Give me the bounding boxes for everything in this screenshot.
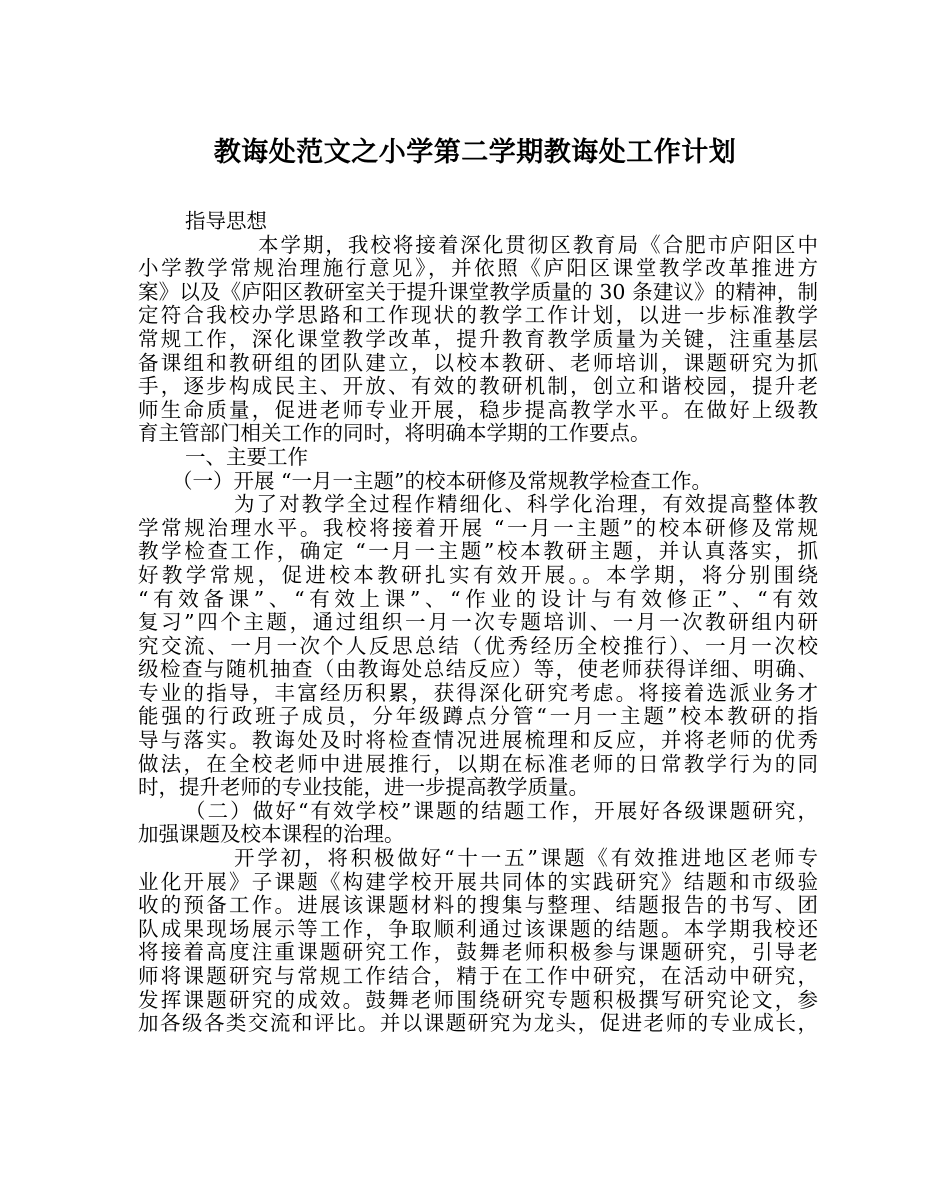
paragraph-line: 能强的行政班子成员，分年级蹲点分管“一月一主题”校本教研的指 bbox=[138, 704, 818, 729]
document-title: 教诲处范文之小学第二学期教诲处工作计划 bbox=[213, 137, 737, 168]
document-body bbox=[138, 210, 818, 1036]
paragraph-line: 常规工作，深化课堂教学改革，提升教育教学质量为关键，注重基层 bbox=[138, 326, 818, 351]
paragraph-line: 手，逐步构成民主、开放、有效的教研机制，创立和谐校园，提升老 bbox=[138, 374, 818, 399]
section-heading: 指导思想 bbox=[185, 209, 267, 233]
paragraph-line: “有效备课”、“有效上课”、“作业的设计与有效修正”、“有效 bbox=[138, 586, 818, 611]
paragraph-line: 好教学常规，促进校本教研扎实有效开展。。本学期，将分别围绕 bbox=[138, 562, 818, 587]
paragraph-line: 专业的指导，丰富经历积累，获得深化研究考虑。将接着选派业务才 bbox=[138, 680, 818, 705]
paragraph-line: 为了对教学全过程作精细化、科学化治理，有效提高整体教 bbox=[234, 492, 818, 517]
paragraph-line: 开学初，将积极做好“十一五”课题《有效推进地区老师专 bbox=[234, 846, 818, 871]
paragraph-line: 本学期，我校将接着深化贯彻区教育局《合肥市庐阳区中 bbox=[258, 232, 818, 257]
paragraph-line: 将接着高度注重课题研究工作，鼓舞老师积极参与课题研究，引导老 bbox=[138, 940, 818, 965]
paragraph-line: 队成果现场展示等工作，争取顺利通过该课题的结题。本学期我校还 bbox=[138, 916, 818, 941]
paragraph-line: 究交流、一月一次个人反思总结（优秀经历全校推行）、一月一次校 bbox=[138, 633, 818, 658]
paragraph-line: 复习”四个主题，通过组织一月一次专题培训、一月一次教研组内研 bbox=[138, 610, 818, 635]
paragraph-line: 备课组和教研组的团队建立，以校本教研、老师培训，课题研究为抓 bbox=[138, 350, 818, 375]
paragraph-line: 案》以及《庐阳区教研室关于提升课堂教学质量的 30 条建议》的精神，制 bbox=[138, 279, 818, 304]
paragraph-line: 做法，在全校老师中进展推行，以期在标准老师的日常教学行为的同 bbox=[138, 751, 818, 776]
paragraph-line: 发挥课题研究的成效。鼓舞老师围绕研究专题积极撰写研究论文，参 bbox=[138, 987, 818, 1012]
paragraph-line: 时，提升老师的专业技能，进一步提高教学质量。 bbox=[138, 775, 589, 800]
paragraph-line: 育主管部门相关工作的同时，将明确本学期的工作要点。 bbox=[138, 421, 651, 446]
subsection-heading: （二）做好“有效学校”课题的结题工作，开展好各级课题研究， bbox=[185, 798, 818, 823]
paragraph-line: 小学教学常规治理施行意见》，并依照《庐阳区课堂教学改革推进方 bbox=[138, 256, 818, 281]
paragraph-line: 加各级各类交流和评比。并以课题研究为龙头，促进老师的专业成长， bbox=[138, 1011, 818, 1036]
subsection-heading: （一）开展 “一月一主题”的校本研修及常规教学检查工作。 bbox=[172, 468, 712, 493]
paragraph-line: 导与落实。教诲处及时将检查情况进展梳理和反应，并将老师的优秀 bbox=[138, 728, 818, 753]
paragraph-line: 教学检查工作，确定 “一月一主题”校本教研主题，并认真落实，抓 bbox=[138, 539, 818, 564]
subsection-heading: 加强课题及校本课程的治理。 bbox=[138, 822, 405, 847]
paragraph-line: 定符合我校办学思路和工作现状的教学工作计划，以进一步标准教学 bbox=[138, 303, 818, 328]
paragraph-line: 师生命质量，促进老师专业开展，稳步提高教学水平。在做好上级教 bbox=[138, 397, 818, 422]
section-heading: 一、主要工作 bbox=[185, 444, 308, 469]
paragraph-line: 业化开展》子课题《构建学校开展共同体的实践研究》结题和市级验 bbox=[138, 869, 818, 894]
paragraph-line: 学常规治理水平。我校将接着开展 “一月一主题”的校本研修及常规 bbox=[138, 515, 818, 540]
paragraph-line: 师将课题研究与常规工作结合，精于在工作中研究，在活动中研究， bbox=[138, 964, 818, 988]
paragraph-line: 级检查与随机抽查（由教诲处总结反应）等，使老师获得详细、明确、 bbox=[138, 657, 818, 682]
paragraph-line: 收的预备工作。进展该课题材料的搜集与整理、结题报告的书写、团 bbox=[138, 893, 818, 918]
